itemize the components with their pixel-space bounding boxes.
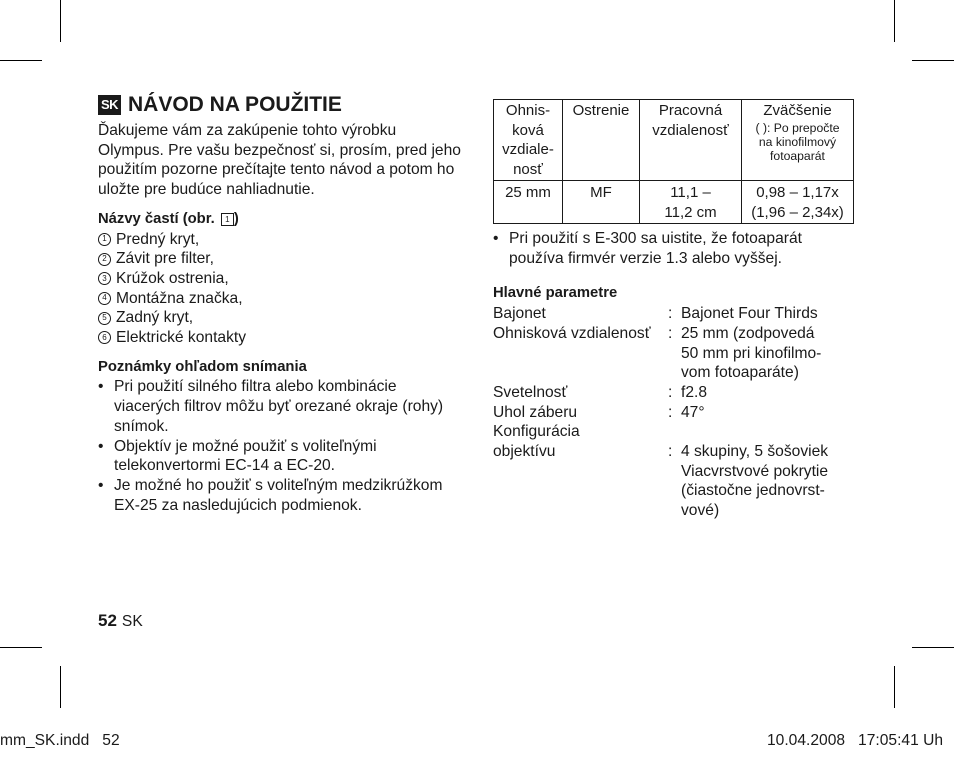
part-label: Krúžok ostrenia, bbox=[116, 269, 229, 287]
spec-colon: : bbox=[668, 324, 673, 342]
parts-heading-text: Názvy častí (obr. bbox=[98, 210, 215, 227]
footer-timestamp: 10.04.2008 17:05:41 Uh bbox=[767, 732, 944, 749]
table-row bbox=[494, 181, 854, 224]
part-label: Elektrické kontakty bbox=[116, 329, 246, 347]
table-cell: 0,98 – 1,17x (1,96 – 2,34x) bbox=[742, 181, 854, 224]
shooting-notes bbox=[98, 377, 463, 515]
spec-value bbox=[681, 422, 855, 442]
page-number bbox=[98, 611, 143, 631]
parts-list bbox=[98, 230, 463, 348]
parts-heading-close: ) bbox=[233, 210, 239, 227]
page-lang: SK bbox=[121, 613, 143, 630]
bullet-dot: • bbox=[98, 378, 104, 396]
magnification-label: Zväčšenie bbox=[763, 102, 832, 119]
specs-section bbox=[493, 284, 855, 520]
spec-colon: : bbox=[668, 383, 673, 401]
part-item bbox=[98, 328, 463, 348]
part-number-icon: 4 bbox=[98, 292, 111, 305]
part-item bbox=[98, 269, 463, 289]
title-text: NÁVOD NA POUŽITIE bbox=[128, 93, 342, 116]
crop-mark bbox=[0, 647, 42, 648]
bullet-text: Je možné ho použiť s voliteľným medzikrúžkom EX-25 za nasledujúcich podmienok. bbox=[114, 476, 443, 514]
table-header-cell: Pracovná vzdialenosť bbox=[640, 100, 742, 181]
shooting-heading: Poznámky ohľadom snímania bbox=[98, 358, 307, 375]
spec-row bbox=[493, 304, 855, 324]
spec-row bbox=[493, 422, 855, 442]
part-label: Zadný kryt, bbox=[116, 309, 194, 327]
footer-file-info: mm_SK.indd 52 bbox=[0, 732, 120, 749]
spec-value: 4 skupiny, 5 šošoviek Viacvrstvové pokrytie (čiastočne jednovrst- vové) bbox=[681, 443, 829, 520]
table-cell: 11,1 – 11,2 cm bbox=[640, 181, 742, 224]
table-cell: 25 mm bbox=[494, 181, 563, 224]
spec-label: Ohnisková vzdialenosť bbox=[493, 324, 651, 342]
list-item bbox=[98, 377, 463, 436]
crop-mark bbox=[912, 647, 954, 648]
table-header-cell: Ohnis- ková vzdiale- nosť bbox=[494, 100, 563, 181]
table-cell: MF bbox=[563, 181, 640, 224]
spec-label: Konfigurácia bbox=[493, 423, 580, 441]
crop-mark bbox=[894, 0, 895, 42]
specs-heading: Hlavné parametre bbox=[493, 285, 618, 302]
table-note-text: Pri použití s E-300 sa uistite, že fotoaparát používa firmvér verzie 1.3 alebo vyššej. bbox=[509, 230, 802, 267]
part-number-icon: 6 bbox=[98, 331, 111, 344]
table-note bbox=[493, 229, 855, 268]
bullet-dot: • bbox=[98, 437, 104, 455]
figure-ref-box: 1 bbox=[221, 213, 234, 226]
bullet-dot: • bbox=[98, 476, 104, 494]
left-column bbox=[98, 92, 463, 515]
part-number-icon: 1 bbox=[98, 233, 111, 246]
magnification-table bbox=[493, 99, 854, 224]
list-item bbox=[98, 437, 463, 476]
spec-colon: : bbox=[668, 305, 673, 323]
crop-mark bbox=[60, 666, 61, 708]
magnification-note: ( ): Po prepočte na kinofilmový fotoaparát bbox=[755, 120, 840, 163]
crop-mark bbox=[60, 0, 61, 42]
crop-mark bbox=[894, 666, 895, 708]
spec-label: Uhol záberu bbox=[493, 403, 578, 421]
part-item bbox=[98, 308, 463, 328]
spec-row bbox=[493, 383, 855, 403]
bullet-text: Pri použití silného filtra alebo kombinácie viacerých filtrov môžu byť orezané okraje (rohy) snímok. bbox=[114, 378, 444, 435]
list-item bbox=[98, 476, 463, 515]
part-label: Montážna značka, bbox=[116, 289, 243, 307]
part-number-icon: 2 bbox=[98, 253, 111, 266]
spec-row bbox=[493, 442, 855, 521]
specs-list bbox=[493, 304, 855, 521]
part-number-icon: 5 bbox=[98, 312, 111, 325]
part-label: Závit pre filter, bbox=[116, 250, 214, 268]
bullet-text: Objektív je možné použiť s voliteľnými telekonvertormi EC-14 a EC-20. bbox=[114, 437, 377, 475]
page-title bbox=[98, 92, 463, 118]
spec-value: f2.8 bbox=[681, 383, 708, 401]
bullet-dot: • bbox=[493, 230, 499, 247]
table-header-cell: Ostrenie bbox=[563, 100, 640, 181]
part-item bbox=[98, 289, 463, 309]
language-badge: SK bbox=[98, 95, 121, 115]
parts-heading bbox=[98, 210, 463, 230]
part-item bbox=[98, 230, 463, 250]
spec-label: Bajonet bbox=[493, 305, 546, 323]
spec-label: Svetelnosť bbox=[493, 383, 568, 401]
spec-label: objektívu bbox=[493, 443, 556, 461]
part-number-icon: 3 bbox=[98, 272, 111, 285]
crop-mark bbox=[912, 60, 954, 61]
spec-colon: : bbox=[668, 443, 673, 461]
spec-colon bbox=[668, 422, 681, 442]
crop-mark bbox=[0, 60, 42, 61]
intro-paragraph: Ďakujeme vám za zakúpenie tohto výrobku Olympus. Pre vašu bezpečnosť si, prosím, pred jeho použitím pozorne prečítajte tento návod a potom ho uložte pre budúce nahliadnutie. bbox=[98, 122, 461, 199]
spec-value: 47° bbox=[681, 403, 705, 421]
spec-value: Bajonet Four Thirds bbox=[681, 305, 818, 323]
table-header-row bbox=[494, 100, 854, 181]
right-column bbox=[493, 99, 855, 521]
part-label: Predný kryt, bbox=[116, 230, 200, 248]
spec-value: 25 mm (zodpovedá 50 mm pri kinofilmo- vom fotoaparáte) bbox=[681, 324, 822, 382]
page-number-value: 52 bbox=[98, 611, 117, 630]
table-header-cell bbox=[742, 100, 854, 181]
spec-row bbox=[493, 403, 855, 423]
spec-colon: : bbox=[668, 403, 673, 421]
part-item bbox=[98, 249, 463, 269]
spec-row bbox=[493, 324, 855, 383]
